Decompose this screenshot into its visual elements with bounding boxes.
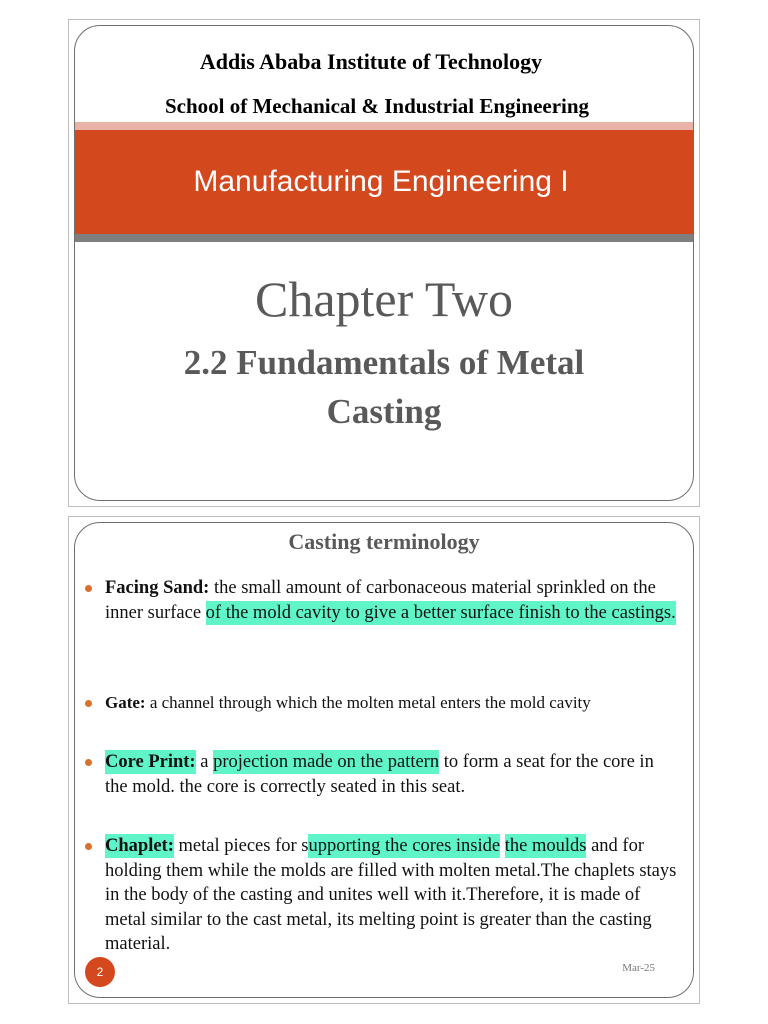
course-title: Manufacturing Engineering I [193, 165, 569, 198]
bullet-icon [85, 843, 92, 850]
bullet-icon [85, 700, 92, 707]
term-text: a channel through which the molten metal enters the mold cavity [145, 693, 591, 712]
slide-date: Mar-25 [622, 962, 655, 974]
accent-stripe-top [75, 122, 693, 130]
highlighted-text: projection made on the pattern [213, 752, 440, 772]
term-text: metal pieces for s [173, 836, 309, 856]
bullet-icon [85, 585, 92, 592]
terminology-slide [68, 516, 700, 1004]
school-name: School of Mechanical & Industrial Engineering [164, 94, 590, 118]
term-text-continued: to form a seat for the core in the mold. the core is correctly seated in this seat. [105, 752, 654, 797]
accent-stripe-bottom [75, 234, 693, 242]
list-item-chaplet [105, 834, 679, 957]
list-item-facing-sand [105, 576, 679, 625]
title-slide-body [74, 25, 694, 501]
highlighted-text-2: the moulds [504, 836, 587, 856]
chapter-title: Chapter Two [254, 271, 514, 327]
chapter-subtitle [75, 338, 693, 436]
highlighted-text: upporting the cores inside [308, 836, 501, 856]
subtitle-line-2: Casting [326, 392, 442, 431]
term-label: Gate: [105, 693, 146, 712]
page-number-badge: 2 [85, 957, 115, 987]
list-item-core-print [105, 750, 679, 799]
highlighted-text: of the mold cavity to give a better surface finish to the castings. [205, 602, 676, 623]
subtitle-line-1: 2.2 Fundamentals of Metal [183, 343, 585, 382]
term-text: the small amount of carbonaceous material sprinkled on the inner surface [105, 578, 656, 623]
term-label: Chaplet: [105, 836, 174, 856]
terminology-slide-body [74, 522, 694, 998]
course-banner [75, 130, 693, 234]
term-label: Core Print: [105, 752, 196, 772]
bullet-icon [85, 759, 92, 766]
title-slide [68, 19, 700, 507]
institution-name: Addis Ababa Institute of Technology [199, 49, 543, 74]
term-text: a [195, 752, 214, 772]
list-item-gate [105, 691, 679, 716]
slide-title: Casting terminology [288, 529, 480, 554]
term-label: Facing Sand: [105, 578, 210, 598]
term-text-continued: and for holding them while the molds are filled with molten metal.The chaplets stays in the body of the casting and unites well with it.Therefore, it is made of metal similar to the cast metal, its melting point is greater than the casting material. [105, 836, 677, 954]
